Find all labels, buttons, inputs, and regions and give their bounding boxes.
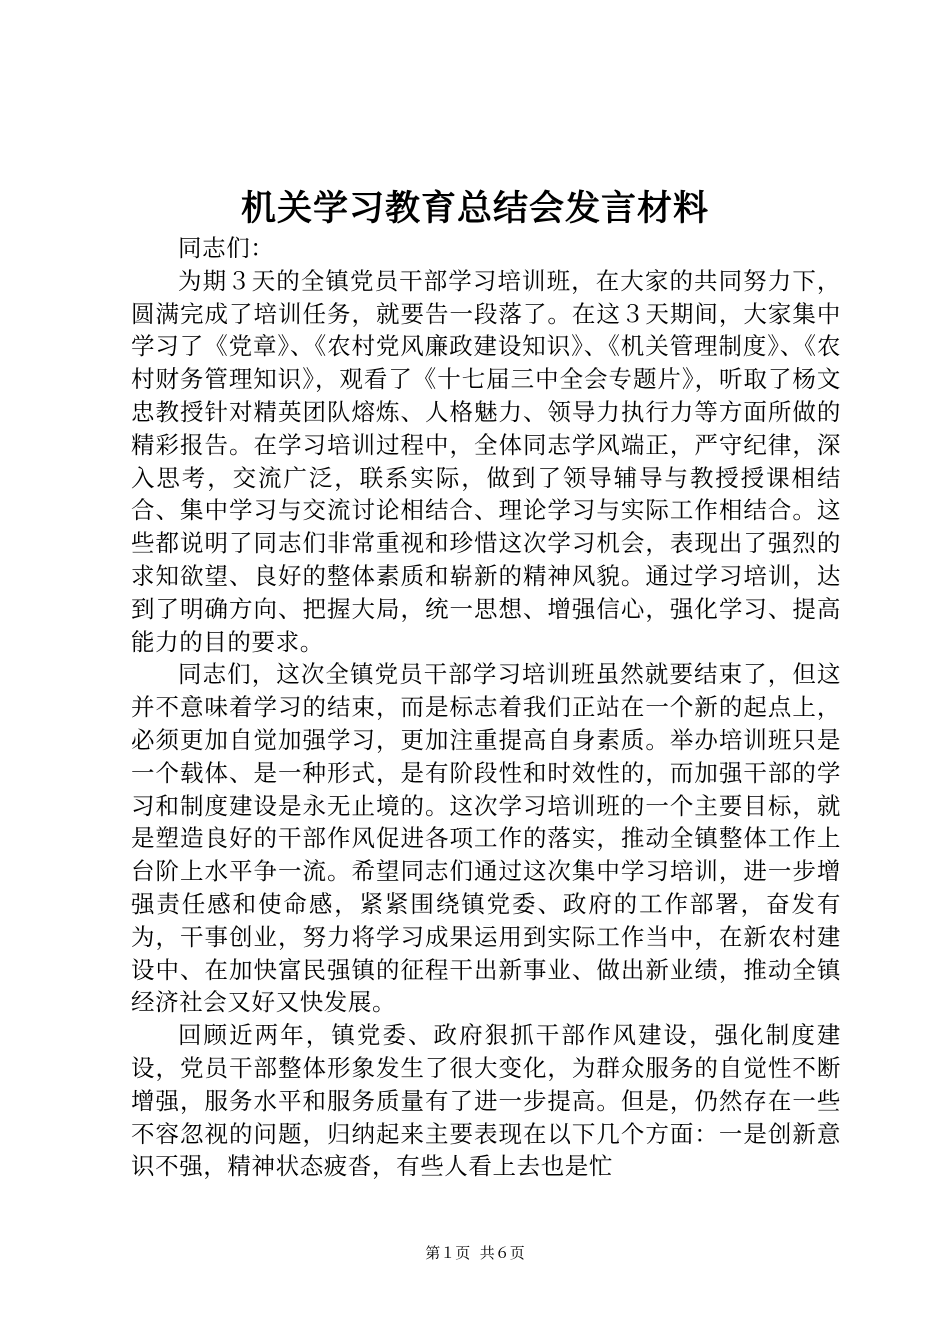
paragraph-1: 为期３天的全镇党员干部学习培训班，在大家的共同努力下，圆满完成了培训任务，就要告一段落了。在这３天期间，大家集中学习了《党章》、《农村党风廉政建设知识》、《机关管理制度》、《农村财务管理知识》，观看了《十七届三中全会专题片》，听取了杨文忠教授针对精英团队熔炼、人格魅力、领导力执行力等方面所做的精彩报告。在学习培训过程中，全体同志学风端正，严守纪律，深入思考，交流广泛，联系实际，做到了领导辅导与教授授课相结合、集中学习与交流讨论相结合、理论学习与实际工作相结合。这些都说明了同志们非常重视和珍惜这次学习机会，表现出了强烈的求知欲望、良好的整体素质和崭新的精神风貌。通过学习培训，达到了明确方向、把握大局，统一思想、增强信心，强化学习、提高能力的目的要求。 — [131, 266, 841, 656]
paragraph-3: 回顾近两年，镇党委、政府狠抓干部作风建设，强化制度建设，党员干部整体形象发生了很大变化，为群众服务的自觉性不断增强，服务水平和服务质量有了进一步提高。但是，仍然存在一些不容忽视的问题，归纳起来主要表现在以下几个方面：一是创新意识不强，精神状态疲沓，有些人看上去也是忙 — [131, 1021, 841, 1181]
page-number: 第１页 — [425, 1244, 471, 1262]
document-title: 机关学习教育总结会发言材料 — [240, 189, 709, 229]
document-body — [131, 232, 841, 1183]
page-footer — [0, 1243, 950, 1263]
page-total: 共６页 — [479, 1244, 525, 1262]
salutation: 同志们： — [178, 234, 275, 262]
paragraph-2: 同志们，这次全镇党员干部学习培训班虽然就要结束了，但这并不意味着学习的结束，而是标志着我们正站在一个新的起点上，必须更加自觉加强学习，更加注重提高自身素质。举办培训班只是一个载体、是一种形式，是有阶段性和时效性的，而加强干部的学习和制度建设是永无止境的。这次学习培训班的一个主要目标，就是塑造良好的干部作风促进各项工作的落实，推动全镇整体工作上台阶上水平争一流。希望同志们通过这次集中学习培训，进一步增强责任感和使命感，紧紧围绕镇党委、政府的工作部署，奋发有为，干事创业，努力将学习成果运用到实际工作当中，在新农村建设中、在加快富民强镇的征程干出新事业、做出新业绩，推动全镇经济社会又好又快发展。 — [131, 660, 841, 1017]
